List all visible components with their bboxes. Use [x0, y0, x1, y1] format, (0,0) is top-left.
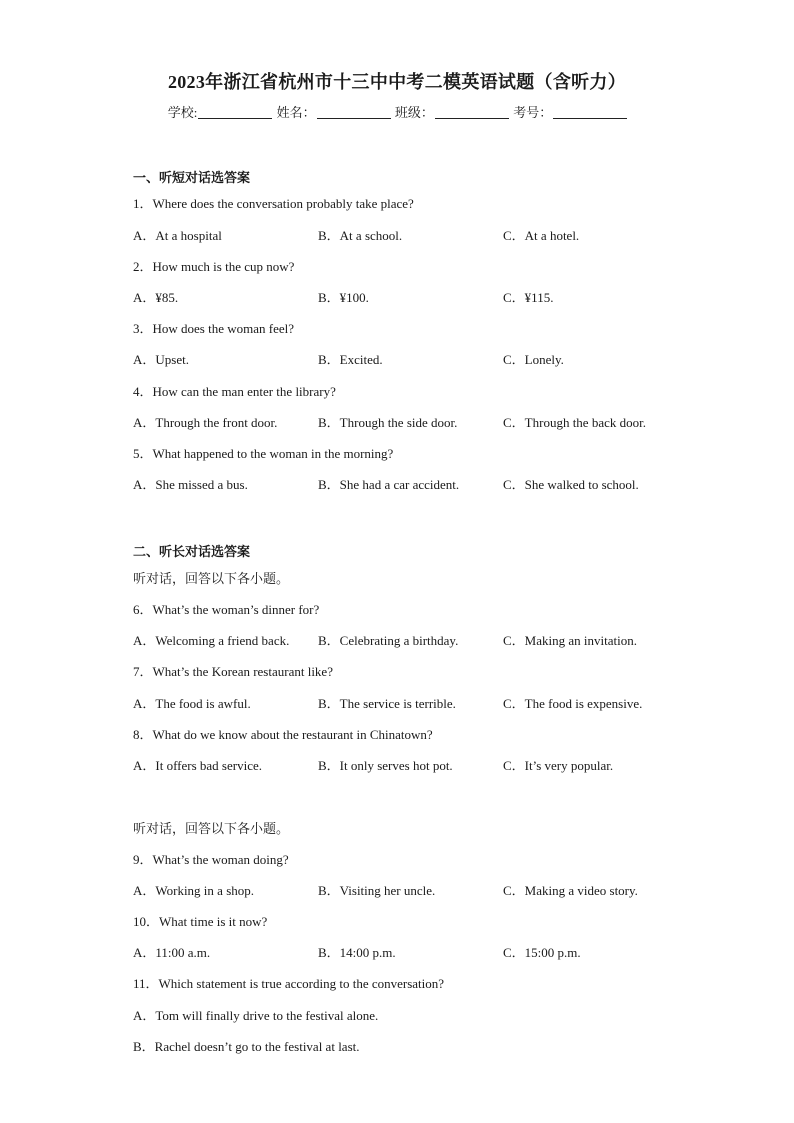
option-a: A．Upset.	[133, 352, 189, 367]
question-1: 1．Where does the conversation probably take place?	[133, 196, 414, 211]
option-b: B．It only serves hot pot.	[318, 758, 453, 773]
question-4-options	[133, 412, 693, 428]
question-9: 9．What’s the woman doing?	[133, 852, 289, 867]
question-9-options	[133, 880, 693, 896]
option-a: A．It offers bad service.	[133, 758, 262, 773]
listening-instruction: 听对话，回答以下各小题。	[133, 571, 290, 586]
option-c: C．¥115.	[503, 290, 554, 305]
option-b: B．She had a car accident.	[318, 477, 460, 492]
class-label: 班级：	[394, 105, 434, 120]
option-b: B．At a school.	[318, 228, 403, 243]
listening-instruction: 听对话，回答以下各小题。	[133, 821, 290, 836]
question-10: 10．What time is it now?	[133, 914, 268, 929]
option-c: C．The food is expensive.	[503, 696, 643, 711]
section-heading-1: 一、听短对话选答案	[133, 170, 251, 185]
option-a: A．Welcoming a friend back.	[133, 633, 290, 648]
school-label: 学校:	[167, 105, 198, 120]
question-2-options	[133, 287, 693, 303]
student-info-row	[0, 102, 794, 121]
question-2: 2．How much is the cup now?	[133, 259, 295, 274]
question-7-options	[133, 693, 693, 709]
page-title: 2023年浙江省杭州市十三中中考二模英语试题（含听力）	[167, 72, 627, 92]
option-b: B．The service is terrible.	[318, 696, 456, 711]
option-a: A．11:00 a.m.	[133, 945, 211, 960]
class-blank[interactable]	[435, 105, 509, 119]
option-c: C．She walked to school.	[503, 477, 639, 492]
question-5-options	[133, 474, 693, 490]
question-7: 7．What’s the Korean restaurant like?	[133, 664, 333, 679]
option-c: C．Lonely.	[503, 352, 564, 367]
exam-number-blank[interactable]	[553, 105, 627, 119]
section-heading-2: 二、听长对话选答案	[133, 544, 251, 559]
question-8-options	[133, 755, 693, 771]
question-1-options	[133, 225, 693, 241]
option-c: C．Through the back door.	[503, 415, 646, 430]
option-b: B．14:00 p.m.	[318, 945, 396, 960]
option-b: B．Celebrating a birthday.	[318, 633, 459, 648]
school-blank[interactable]	[198, 105, 272, 119]
question-5: 5．What happened to the woman in the morning?	[133, 446, 394, 461]
option-c: C．It’s very popular.	[503, 758, 614, 773]
option-c: C．Making an invitation.	[503, 633, 637, 648]
option-a: A．Through the front door.	[133, 415, 278, 430]
question-8: 8．What do we know about the restaurant in Chinatown?	[133, 727, 433, 742]
question-4: 4．How can the man enter the library?	[133, 384, 336, 399]
question-3: 3．How does the woman feel?	[133, 321, 295, 336]
option-b: B．Visiting her uncle.	[318, 883, 436, 898]
option-c: C．At a hotel.	[503, 228, 580, 243]
question-6: 6．What’s the woman’s dinner for?	[133, 602, 320, 617]
option-b: B．¥100.	[318, 290, 369, 305]
option-a: A．¥85.	[133, 290, 179, 305]
option-b: B．Through the side door.	[318, 415, 458, 430]
question-10-options	[133, 942, 693, 958]
option-c: C．15:00 p.m.	[503, 945, 581, 960]
question-6-options	[133, 630, 693, 646]
question-3-options	[133, 349, 693, 365]
option-c: C．Making a video story.	[503, 883, 638, 898]
option-a: A．Tom will finally drive to the festival alone.	[133, 1008, 379, 1023]
option-b: B．Excited.	[318, 352, 383, 367]
question-11: 11．Which statement is true according to the conversation?	[133, 976, 445, 991]
name-label: 姓名：	[276, 105, 316, 120]
exam-number-label: 考号：	[513, 105, 553, 120]
option-a: A．Working in a shop.	[133, 883, 254, 898]
option-b: B．Rachel doesn’t go to the festival at last.	[133, 1039, 360, 1054]
option-a: A．At a hospital	[133, 228, 222, 243]
name-blank[interactable]	[317, 105, 391, 119]
option-a: A．The food is awful.	[133, 696, 251, 711]
option-a: A．She missed a bus.	[133, 477, 248, 492]
